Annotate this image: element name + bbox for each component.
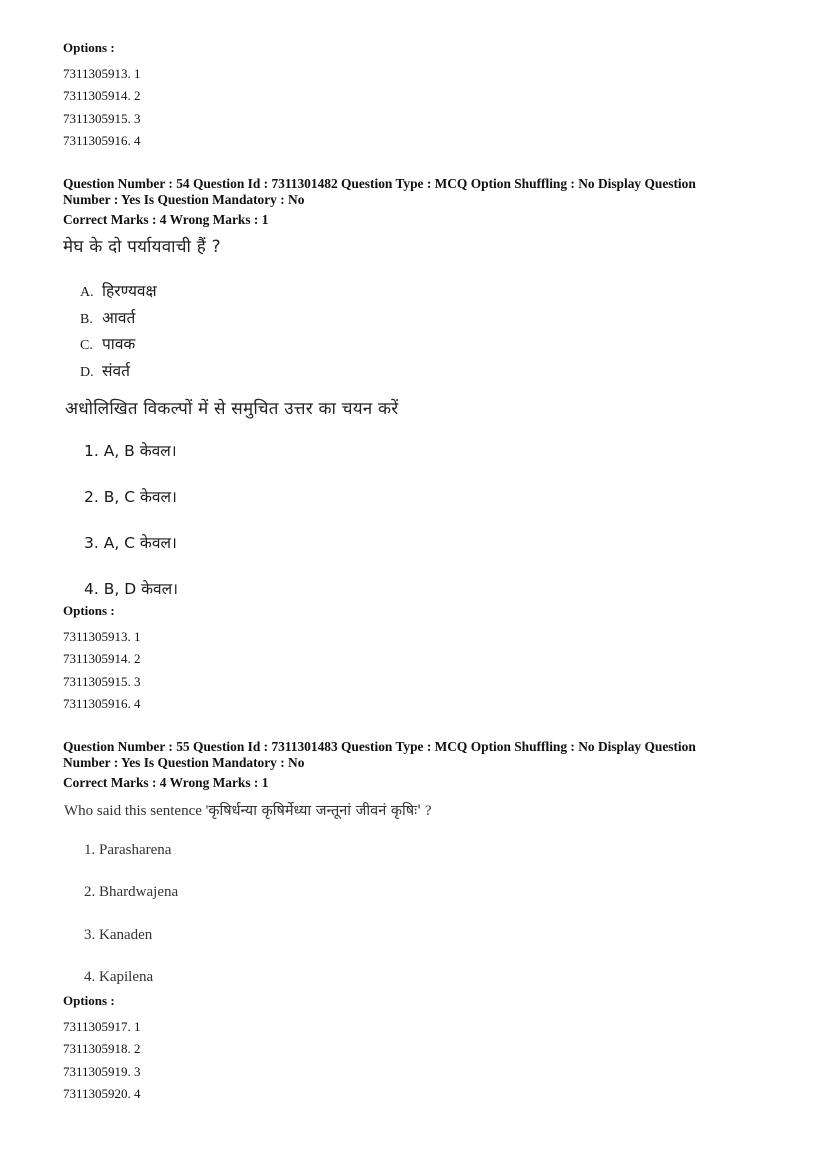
- answer-choice: 3. Kanaden: [84, 926, 153, 943]
- answer-choice: 4. Kapilena: [84, 969, 154, 986]
- statement-item: [80, 332, 800, 359]
- option-line: 7311305918. 2: [63, 1041, 141, 1057]
- options-list: [63, 63, 783, 152]
- option-line: 7311305914. 2: [63, 88, 141, 104]
- options-label: Options :: [63, 993, 115, 1008]
- question-55-choices: [84, 829, 804, 999]
- question-meta-cont: Number : Yes Is Question Mandatory : No: [63, 192, 305, 207]
- question-54-options: [63, 603, 783, 715]
- statement-item: [80, 359, 800, 386]
- question-marks: Correct Marks : 4 Wrong Marks : 1: [63, 775, 269, 790]
- question-54-statements: [80, 279, 800, 385]
- statement-letter: A.: [80, 285, 94, 300]
- option-line: 7311305916. 4: [63, 695, 141, 711]
- option-line: 7311305919. 3: [63, 1063, 141, 1079]
- answer-choice: 3. A, C केवल।: [84, 534, 177, 552]
- question-quote: कृषिर्धन्या कृषिर्मेध्या जन्तूनां जीवनं कृषिः': [208, 803, 422, 819]
- question-55-text: [64, 800, 784, 820]
- statement-text: आवर्त: [102, 308, 136, 327]
- statement-letter: C.: [80, 338, 93, 354]
- question-54-text: मेघ के दो पर्यायवाची हैं ?: [63, 237, 221, 257]
- question-marks: Correct Marks : 4 Wrong Marks : 1: [63, 212, 269, 227]
- statement-text: हिरण्यवक्ष: [102, 282, 157, 300]
- question-55-header: [63, 739, 783, 791]
- question-54-instruction: अधोलिखित विकल्पों में से समुचित उत्तर का चयन करें: [65, 399, 399, 419]
- question-54-header: [63, 176, 783, 228]
- question-55-options: [63, 993, 783, 1105]
- question-meta: Question Number : 54 Question Id : 7311301482 Question Type : MCQ Option Shuffling : No Display Question: [63, 176, 696, 191]
- answer-choice: 1. A, B केवल।: [84, 442, 177, 460]
- statement-text: पावक: [102, 335, 136, 354]
- option-line: 7311305913. 1: [63, 66, 141, 81]
- statement-letter: D.: [80, 364, 94, 380]
- option-line: 7311305915. 3: [63, 673, 141, 689]
- options-list: [63, 626, 783, 715]
- options-list: [63, 1016, 783, 1105]
- statement-item: [80, 306, 800, 333]
- question-54-choices: [84, 428, 804, 612]
- option-line: 7311305917. 1: [63, 1019, 141, 1034]
- option-line: 7311305913. 1: [63, 629, 141, 644]
- statement-text: संवर्त: [102, 361, 130, 380]
- question-suffix: ?: [421, 803, 432, 819]
- statement-letter: B.: [80, 311, 93, 327]
- answer-choice: 2. B, C केवल।: [84, 488, 177, 506]
- question-prefix: Who said this sentence ': [64, 803, 209, 819]
- prev-question-options: [63, 40, 783, 152]
- option-line: 7311305916. 4: [63, 132, 141, 148]
- question-meta-cont: Number : Yes Is Question Mandatory : No: [63, 755, 305, 770]
- statement-item: [80, 279, 800, 306]
- option-line: 7311305920. 4: [63, 1085, 141, 1101]
- options-label: Options :: [63, 603, 115, 618]
- answer-choice: 1. Parasharena: [84, 842, 172, 858]
- answer-choice: 4. B, D केवल।: [84, 580, 178, 598]
- option-line: 7311305915. 3: [63, 110, 141, 126]
- options-label: Options :: [63, 40, 115, 55]
- question-meta: Question Number : 55 Question Id : 7311301483 Question Type : MCQ Option Shuffling : No Display Question: [63, 739, 696, 754]
- option-line: 7311305914. 2: [63, 651, 141, 667]
- answer-choice: 2. Bhardwajena: [84, 884, 179, 901]
